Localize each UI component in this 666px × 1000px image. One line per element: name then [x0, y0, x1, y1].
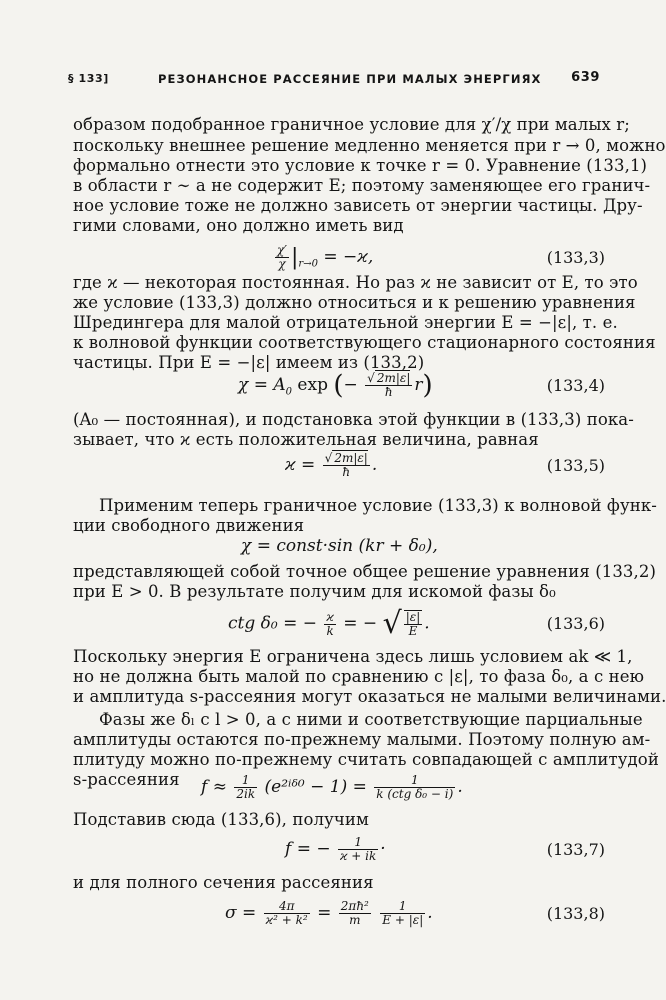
text-line: при E > 0. В результате получим для искомой фазы δ₀: [73, 582, 556, 601]
text-line: к волновой функции соответствующего стационарного состояния: [73, 333, 656, 352]
eqf-den2: k (ctg δ₀ − i): [376, 787, 454, 801]
eq8-num1: 4π: [264, 900, 310, 914]
eqf-mid: (e²ⁱᵟ⁰ − 1) =: [264, 777, 367, 797]
eqf-end: .: [457, 777, 463, 797]
eq7-end: ·: [380, 839, 386, 859]
eq6-den1: k: [326, 623, 334, 638]
eq4-sub: 0: [285, 386, 293, 398]
text-line: гими словами, оно должно иметь вид: [73, 216, 404, 235]
text-line: (A₀ — постоянная), и подстановка этой функции в (133,3) пока-: [73, 410, 634, 429]
eq8-lhs: σ =: [225, 903, 257, 923]
text-line: s-рассеяния: [73, 770, 180, 789]
eq8-num3: 1: [380, 900, 425, 914]
equation-number: (133,7): [546, 840, 605, 859]
eq6-mid: = −: [343, 613, 378, 634]
equation-133-6: ctg δ₀ = − $\frac{ϰ}{k}$ = − √ $\frac{|\varepsilon|}{E}$ . (133,6): [228, 606, 605, 641]
eq8-den2: m: [349, 913, 361, 927]
equation-133-7: [73, 832, 605, 866]
text-line: Шредингера для малой отрицательной энергии E = −|ε|, т. е.: [73, 313, 618, 332]
text-line: образом подобранное граничное условие для χ′/χ при малых r;: [73, 115, 630, 134]
equation-number: (133,6): [546, 614, 605, 633]
eq8-den3: E + |ε|: [382, 913, 424, 927]
equation-number: (133,5): [546, 456, 605, 475]
text-line: и амплитуда s-рассеяния могут оказаться не малыми величинами.: [73, 687, 666, 706]
equation-133-8: [73, 896, 605, 930]
eqf-den1: 2ik: [236, 787, 256, 801]
eqf-num1: 1: [234, 774, 257, 788]
eq3-numerator: χ′: [277, 243, 287, 257]
text-line: Поскольку энергия E ограничена здесь лишь условием ak ≪ 1,: [73, 647, 633, 666]
text-line: плитуду можно по-прежнему считать совпадающей с амплитудой: [73, 750, 659, 769]
eqf-lhs: f ≈: [201, 777, 227, 797]
eq4-lhs: χ = A: [238, 375, 286, 395]
eq8-end: .: [427, 903, 433, 923]
eq4-minus: −: [343, 375, 358, 395]
eq4-denominator: ħ: [384, 385, 393, 399]
eq6-lhs: ctg δ₀ = −: [228, 613, 317, 634]
equation-number: (133,3): [546, 248, 605, 267]
equation-133-3: $\frac{\chi'}{\chi}$ $|_{r\to 0} = -ϰ$, (133,3): [277, 243, 605, 271]
eq5-denominator: ħ: [342, 465, 351, 479]
eq8-mid: =: [317, 903, 332, 923]
equation-133-5: ϰ = $\frac{√ 2m|\varepsilon|}{ħ}$ . (133,5): [285, 451, 605, 479]
eqf-num2: 1: [374, 774, 455, 788]
equation-free-motion: [73, 532, 605, 566]
eq-free-text: χ = const·sin (kr + δ₀),: [241, 536, 438, 556]
section-marker: § 133]: [68, 72, 109, 85]
eq7-lhs: f = −: [285, 839, 331, 859]
text-line: поскольку внешнее решение медленно меняется при r → 0, можно: [73, 136, 666, 155]
text-line: но не должна быть малой по сравнению с |ε|, то фаза δ₀, а с нею: [73, 667, 645, 686]
text-line: ции свободного движения: [73, 516, 305, 535]
eq8-den1: ϰ² + k²: [265, 913, 308, 927]
eq6-num2: |ε|: [405, 610, 421, 624]
running-header: [68, 70, 600, 90]
text-line: ное условие тоже не должно зависеть от энергии частицы. Дру-: [73, 196, 643, 215]
text-line: в области r ∼ a не содержит E; поэтому заменяющее его гранич-: [73, 176, 651, 195]
text-line: же условие (133,3) должно относиться и к решению уравнения: [73, 293, 636, 312]
eq3-rhs: = −ϰ,: [323, 247, 374, 267]
eq8-num2: 2πħ²: [340, 899, 369, 913]
eq5-lhs: ϰ =: [285, 455, 316, 475]
eq3-denominator: χ: [278, 257, 286, 271]
eq6-den2: E: [408, 624, 418, 638]
text-line: частицы. При E = −|ε| имеем из (133,2): [73, 353, 425, 372]
text-line: Фазы же δₗ с l > 0, а с ними и соответствующие парциальные: [99, 710, 643, 729]
text-line: зывает, что ϰ есть положительная величина, равная: [73, 430, 539, 449]
text-line: амплитуды остаются по-прежнему малыми. Поэтому полную ам-: [73, 730, 651, 749]
text-line: Применим теперь граничное условие (133,3) к волновой функ-: [99, 496, 657, 515]
text-line: где ϰ — некоторая постоянная. Но раз ϰ не зависит от E, то это: [73, 273, 638, 292]
eq4-func: exp: [297, 375, 328, 395]
text-line: представляющей собой точное общее решение уравнения (133,2): [73, 562, 657, 581]
eq4-var: r: [414, 375, 423, 395]
text-line: и для полного сечения рассеяния: [73, 873, 374, 892]
equation-amplitude-f: [73, 770, 605, 804]
running-title: РЕЗОНАНСНОЕ РАССЕЯНИЕ ПРИ МАЛЫХ ЭНЕРГИЯХ: [158, 72, 542, 86]
equation-133-4: $\chi = A_0$ exp (− $\frac{√ 2m|\varepsilon|}{ħ}$ r) (133,4): [238, 370, 605, 401]
equation-number: (133,8): [546, 904, 605, 923]
eq7-den: ϰ + ik: [340, 849, 377, 863]
eq5-numerator: 2m|ε|: [334, 451, 368, 465]
eq6-num1: ϰ: [326, 609, 334, 624]
equation-number: (133,4): [546, 376, 605, 395]
eq4-numerator: 2m|ε|: [376, 371, 411, 385]
page-number: 639: [571, 70, 600, 85]
text-line: формально отнести это условие к точке r = 0. Уравнение (133,1): [73, 156, 648, 175]
eq7-num: 1: [338, 836, 378, 850]
eq3-limit: r→0: [298, 258, 318, 270]
text-line: Подставив сюда (133,6), получим: [73, 810, 369, 829]
